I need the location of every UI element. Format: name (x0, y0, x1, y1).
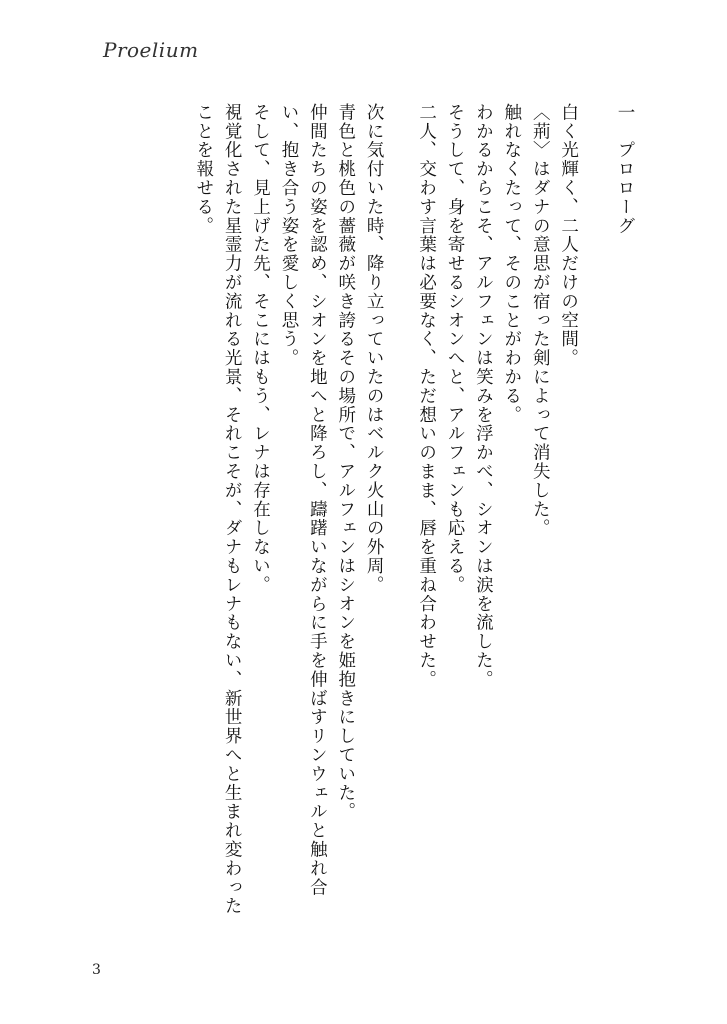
chapter-title: 一 プロローグ (615, 103, 635, 236)
paragraph: 二人、交わす言葉は必要なく、ただ想いのまま、唇を重ね合わせた。 (416, 103, 437, 689)
paragraph: そして、見上げた先、そこにはもう、レナは存在しない。 (250, 103, 271, 595)
paragraph: 次に気付いた時、降り立っていたのはベルク火山の外周。 (364, 103, 385, 595)
paragraph: 〈荊〉はダナの意思が宿った剣によって消失した。 (530, 103, 551, 538)
paragraph: 白く光輝く、二人だけの空間。 (558, 103, 579, 368)
vertical-text-body (189, 103, 639, 933)
running-header: Proelium (103, 38, 199, 62)
paragraph: そうして、身を寄せるシオンへと、アルフェンも応える。 (444, 103, 465, 595)
paragraph: わかるからこそ、アルフェンは笑みを浮かべ、シオンは涙を流した。 (473, 103, 494, 689)
paragraph: 仲間たちの姿を認め、シオンを地へと降ろし、躊躇いながらに手を伸ばすリンウェルと触れ合い、抱き合う姿を愛しく思う。 (278, 103, 328, 897)
paragraph: 視覚化された星霊力が流れる光景、それこそが、ダナもレナもない、新世界へと生まれ変わったことを報せる。 (193, 103, 243, 916)
paragraph: 触れなくたって、そのことがわかる。 (501, 103, 522, 425)
page-number: 3 (92, 962, 101, 978)
paragraph: 青色と桃色の薔薇が咲き誇るその場所で、アルフェンはシオンを姫抱きにしていた。 (335, 103, 356, 822)
